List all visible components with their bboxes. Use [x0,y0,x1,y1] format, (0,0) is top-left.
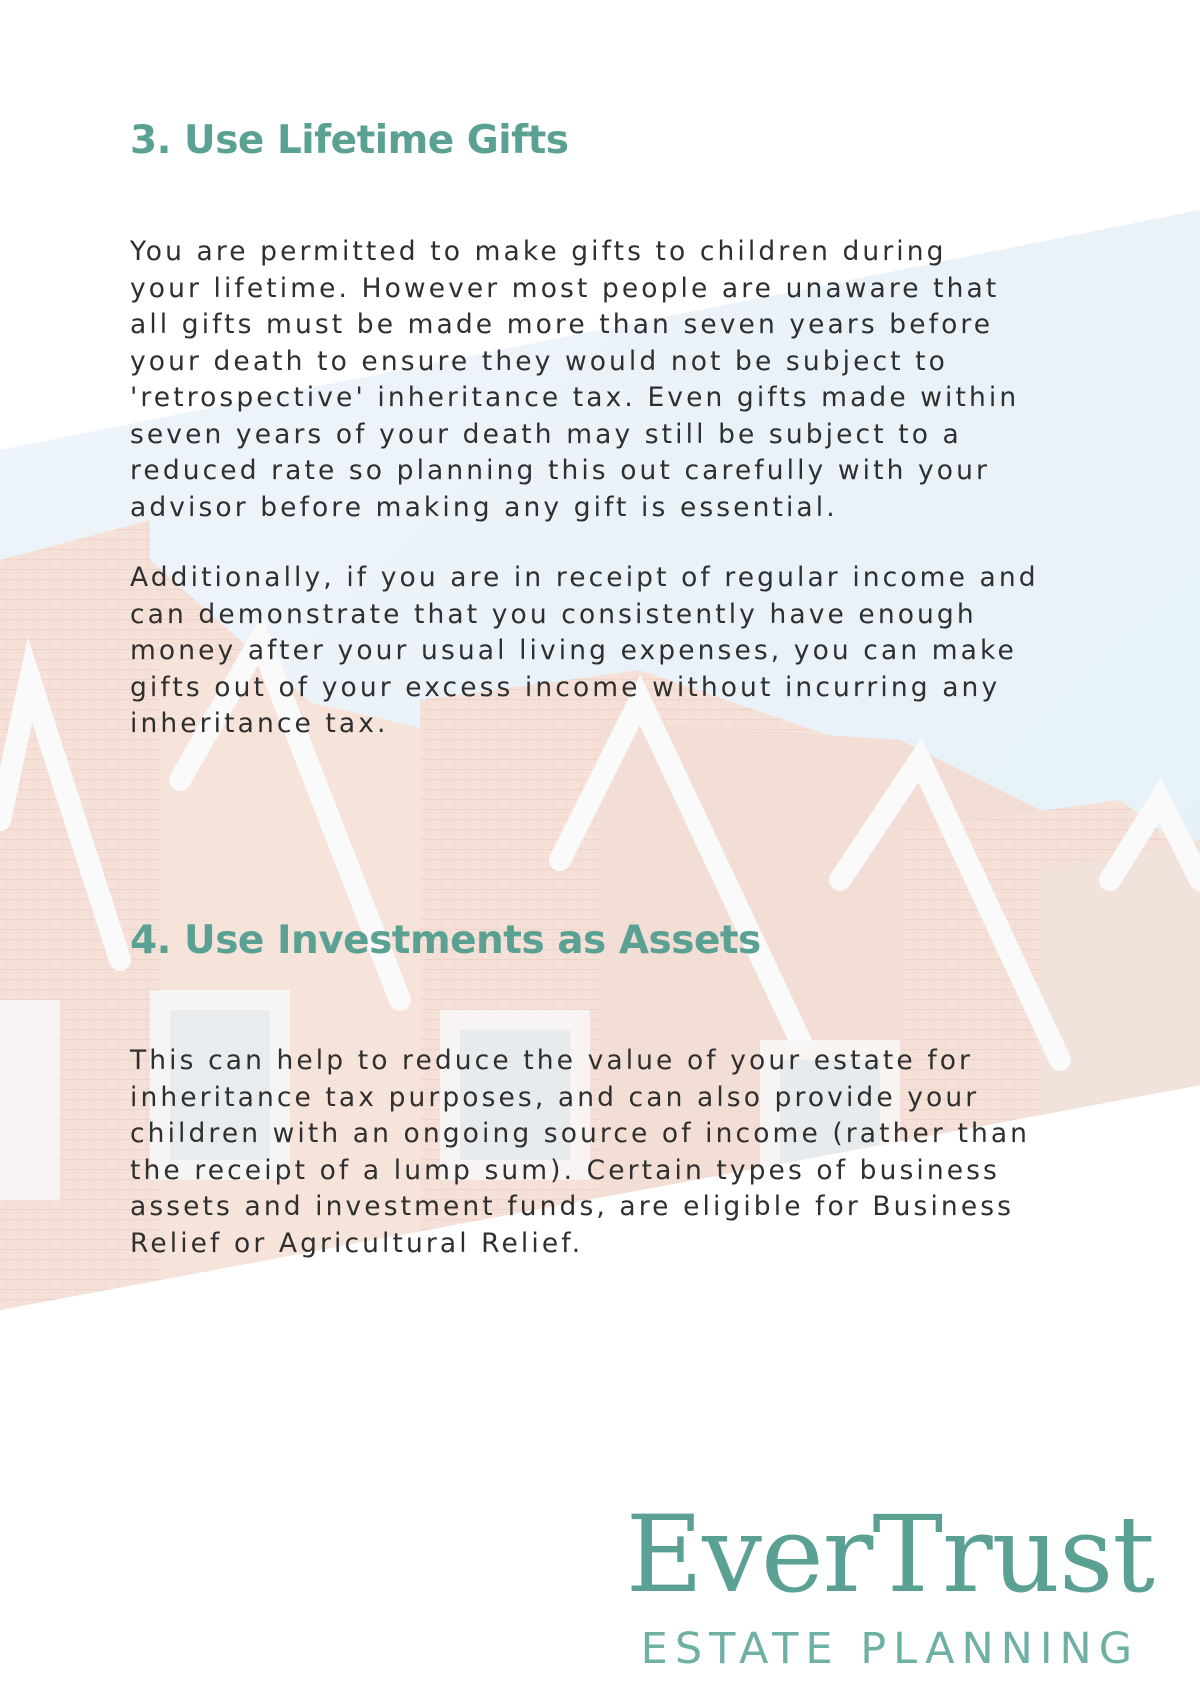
logo-wordmark: EverTrust [625,1493,1154,1616]
text-line: Additionally, if you are in receipt of regular income and [130,562,1039,593]
text-line: your lifetime. However most people are unaware that [130,272,1000,304]
text-line: reduced rate so planning this out carefully with your [130,455,990,486]
text-line: inheritance tax. [130,708,389,739]
text-line: children with an ongoing source of income (rather than [130,1118,1031,1149]
text-line: the receipt of a lump sum). Certain types of business [130,1154,1000,1186]
text-line: your death to ensure they would not be subject to [130,345,948,377]
text-line: all gifts must be made more than seven years before [130,309,994,340]
paragraph-lifetime-gifts [130,234,1019,526]
paragraph-investments [130,1043,1030,1262]
text-line: inheritance tax purposes, and can also provide your [130,1081,980,1113]
logo-tagline: ESTATE PLANNING [640,1624,1140,1674]
text-line: money after your usual living expenses, you can make [130,635,1017,666]
text-line: This can help to reduce the value of your estate for [130,1045,974,1076]
text-line: assets and investment funds, are eligible for Business [130,1191,1015,1222]
section-heading-lifetime-gifts: 3. Use Lifetime Gifts [130,118,569,163]
paragraph-excess-income [130,560,1039,743]
section-heading-investments: 4. Use Investments as Assets [130,918,761,963]
text-line: You are permitted to make gifts to children during [130,236,947,267]
text-line: can demonstrate that you consistently have enough [130,598,977,630]
text-line: seven years of your death may still be subject to a [130,418,962,450]
text-line: advisor before making any gift is essential. [130,491,838,523]
text-line: Relief or Agricultural Relief. [130,1227,584,1259]
text-line: 'retrospective' inheritance tax. Even gifts made within [130,382,1020,413]
evertrust-logo [625,1493,1154,1674]
text-line: gifts out of your excess income without incurring any [130,671,1001,703]
